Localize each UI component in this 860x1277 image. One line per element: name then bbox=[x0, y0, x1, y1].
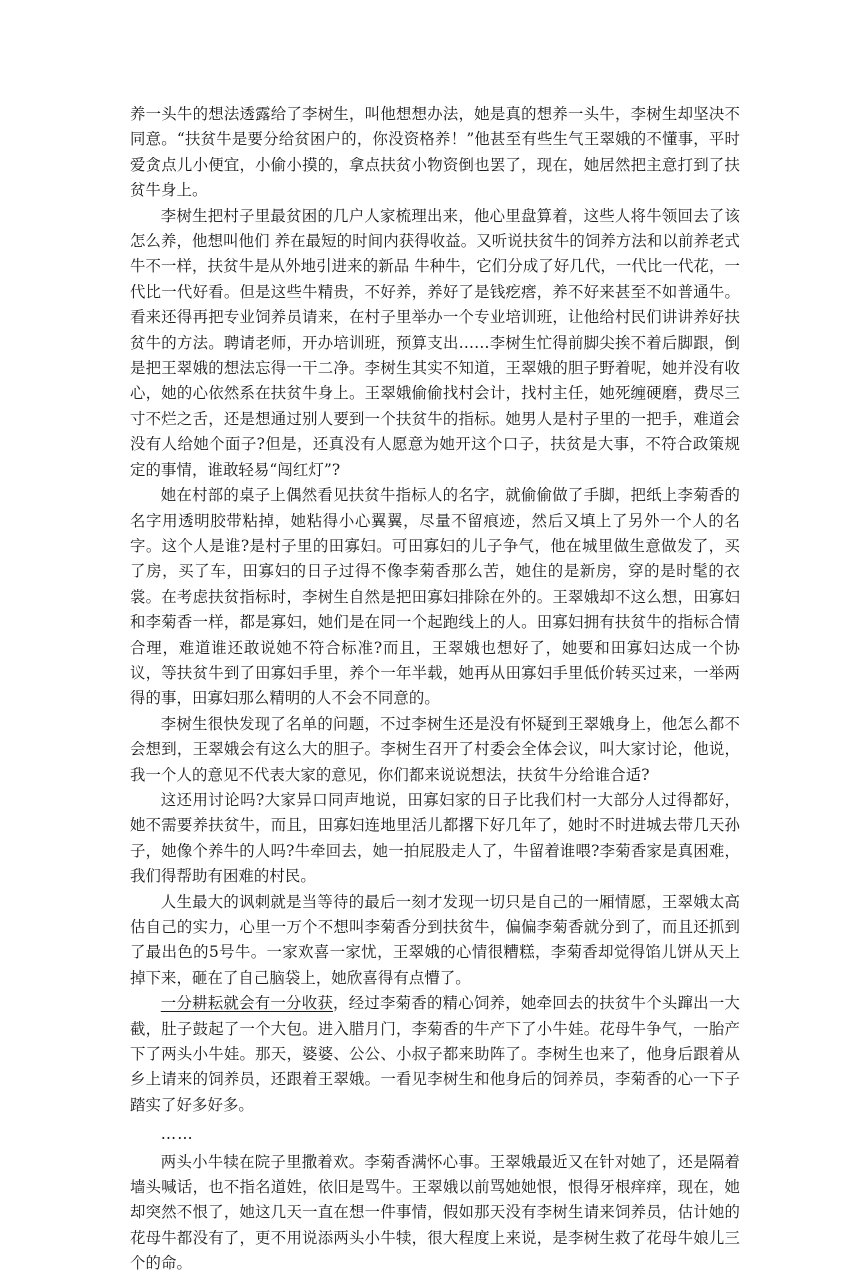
paragraph-9: 两头小牛犊在院子里撒着欢。李菊香满怀心事。王翠娥最近又在针对她了，还是隔着墙头喊话，也不指名道姓，依旧是骂牛。王翠娥以前骂她她恨，恨得牙根痒痒，现在，她却突然不恨了，她这几天一直在想一件事情，假如那天没有李树生请来饲养员，估计她的花母牛都没有了，更不用说添两头小牛犊，很大程度上来说，是李树生救了花母牛娘儿三个的命。 bbox=[130, 1152, 740, 1273]
ellipsis-separator: …… bbox=[160, 1125, 194, 1144]
paragraph-7 bbox=[130, 991, 740, 1118]
paragraph-1: 养一头牛的想法透露给了李树生，叫他想想办法，她是真的想养一头牛，李树生却坚决不同意。“扶贫牛是要分给贫困户的，你没资格养！”他甚至有些生气王翠娥的不懂事，平时爱贪点儿小便宜，小偷小摸的，拿点扶贫小物资倒也罢了，现在，她居然把主意打到了扶贫牛身上。 bbox=[130, 105, 740, 200]
paragraph-4: 李树生很快发现了名单的问题，不过李树生还是没有怀疑到王翠娥身上，他怎么都不会想到，王翠娥会有这么大的胆子。李树生召开了村委会全体会议，叫大家讨论，他说，我一个人的意见不代表大家的意见，你们都来说说想法，扶贫牛分给谁合适? bbox=[130, 714, 740, 784]
paragraph-5: 这还用讨论吗?大家异口同声地说，田寡妇家的日子比我们村一大部分人过得都好，她不需要养扶贫牛，而且，田寡妇连地里活儿都撂下好几年了，她时不时进城去带几天孙子，她像个养牛的人吗?牛牵回去，她一拍屁股走人了，牛留着谁喂?李菊香家是真困难，我们得帮助有困难的村民。 bbox=[130, 790, 740, 886]
paragraph-2: 李树生把村子里最贫困的几户人家梳理出来，他心里盘算着，这些人将牛领回去了该怎么养，他想叫他们 养在最短的时间内获得收益。又听说扶贫牛的饲养方法和以前养老式牛不一样，扶贫牛是从外地引进来的新品 牛种牛，它们分成了好几代，一代比一代花，一代比一代好看。但是这些牛精贵，不好养，养好了是钱疙瘩，养不好来甚至不如普通牛。看来还得再把专业饲养员请来，在村子里举办一个专业培训班，让他给村民们讲讲养好扶贫牛的方法。聘请老师，开办培训班，预算支出……李树生忙得前脚尖挨不着后脚跟，倒是把王翠娥的想法忘得一干二净。李树生其实不知道，王翠娥的胆子野着呢，她并没有收心，她的心依然系在扶贫牛身上。王翠娥偷偷找村会计，找村主任，她死缠硬磨，费尽三寸不烂之舌，还是想通过别人要到一个扶贫牛的指标。她男人是村子里的一把手，难道会没有人给她个面子?但是，还真没有人愿意为她开这个口子，扶贫是大事，不符合政策规定的事情，谁敢轻易“闯红灯”? bbox=[130, 206, 740, 479]
paragraph-3: 她在村部的桌子上偶然看见扶贫牛指标人的名字，就偷偷做了手脚，把纸上李菊香的名字用透明胶带粘掉，她粘得小心翼翼，尽量不留痕迹，然后又填上了另外一个人的名字。这个人是谁?是村子里的田寡妇。可田寡妇的儿子争气，他在城里做生意做发了，买了房，买了车，田寡妇的日子过得不像李菊香那么苦，她住的是新房，穿的是时髦的衣裳。在考虑扶贫指标时，李树生自然是把田寡妇排除在外的。王翠娥却不这么想，田寡妇和李菊香一样，都是寡妇，她们是在同一个起跑线上的人。田寡妇拥有扶贫牛的指标合情合理，难道谁还敢说她不符合标准?而且，王翠娥也想好了，她要和田寡妇达成一个协议，等扶贫牛到了田寡妇手里，养个一年半载，她再从田寡妇手里低价转买过来，一举两得的事，田寡妇那么精明的人不会不同意的。 bbox=[130, 486, 740, 708]
paragraph-7-rest: ，经过李菊香的精心饲养，她牵回去的扶贫牛个头蹿出一大截，肚子鼓起了一个大包。进入腊月门，李菊香的牛产下了小牛娃。花母牛争气，一胎产下了两头小牛娃。那天，婆婆、公公、小叔子都来助阵了。李树生也来了，他身后跟着从乡上请来的饲养员，还跟着王翠娥。一看见李树生和他身后的饲养员，李菊香的心一下子踏实了好多好多。 bbox=[130, 994, 740, 1114]
underlined-phrase: 一分耕耘就会有一分收获 bbox=[160, 994, 334, 1013]
article-body bbox=[130, 102, 740, 1277]
paragraph-6: 人生最大的讽刺就是当等待的最后一刻才发现一切只是自己的一厢情愿，王翠娥太高估自己的实力，心里一万个不想叫李菊香分到扶贫牛，偏偏李菊香就分到了，而且还抓到了最出色的5号牛。一家欢喜一家忧，王翠娥的心情很糟糕，李菊香却觉得馅儿饼从天上掉下来，砸在了自己脑袋上，她欣喜得有点懵了。 bbox=[130, 892, 740, 987]
